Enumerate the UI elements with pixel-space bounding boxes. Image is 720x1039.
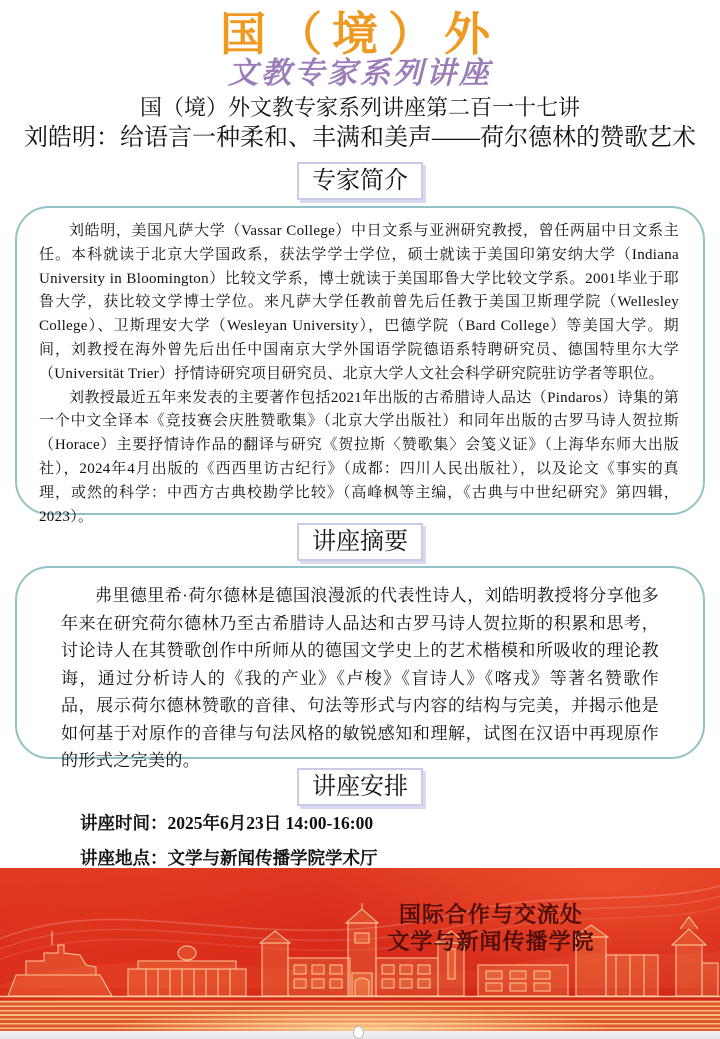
abstract-paragraph: 弗里德里希·荷尔德林是德国浪漫派的代表性诗人，刘皓明教授将分享他多年来在研究荷尔德林乃至古希腊诗人品达和古罗马诗人贺拉斯的积累和思考，讨论诗人在其赞歌创作中所师从的德国文学史上的艺术楷模和所吸收的理论教诲，通过分析诗人的《我的产业》《卢梭》《盲诗人》《喀戎》等著名赞歌作品，展示荷尔德林赞歌的音律、句法等形式与内容的结构与完美，并揭示他是如何基于对原作的音律与句法风格的敏锐感知和理解，试图在汉语中再现原作的形式之完美的。 xyxy=(61,586,659,770)
profile-box xyxy=(15,206,705,525)
bottom-bar xyxy=(0,1031,720,1039)
page-handle[interactable] xyxy=(353,1026,364,1039)
schedule-time-value: 2025年6月23日 14:00-16:00 xyxy=(167,813,374,833)
abstract-box xyxy=(15,566,705,770)
schedule-time-line xyxy=(80,812,373,834)
profile-paragraph-1: 刘皓明，美国凡萨大学（Vassar College）中日文系与亚洲研究教授，曾任两届中日文系主任。本科就读于北京大学国政系，获法学学士学位，硕士就读于美国印第安纳大学（Indiana University in Bloomington）比较文学系，博士就读于美国耶鲁大学比较文学系。2001毕业于耶鲁大学，获比较文学博士学位。来凡萨大学任教前曾先后任教于美国卫斯理学院（Wellesley College）、卫斯理安大学（Wesleyan University），巴德学院（Bard College）等美国大学。期间，刘教授在海外曾先后出任中国南京大学外国语学院德语系特聘研究员、德国特里尔大学（Universität Trier）抒情诗研究项目研究员、北京大学人文社会科学研究院驻访学者等职位。 xyxy=(39,223,679,382)
profile-paragraph-2: 刘教授最近五年来发表的主要著作包括2021年出版的古希腊诗人品达（Pindaros）诗集的第一个中文全译本《竞技赛会庆胜赞歌集》（北京大学出版社）和同年出版的古罗马诗人贺拉斯（Horace）主要抒情诗作品的翻译与研究《贺拉斯〈赞歌集〉会笺义证》（上海华东师大出版社），2024年4月出版的《西西里访古纪行》（成都：四川人民出版社），以及论文《事实的真理，或然的科学：中西方古典校勘学比较》（高峰枫等主编，《古典与中世纪研究》第四辑，2023）。 xyxy=(39,389,679,525)
logo-sub-text: 文教专家系列讲座 xyxy=(228,57,492,90)
series-logo xyxy=(0,10,720,90)
schedule-time-label: 讲座时间： xyxy=(80,813,168,833)
footer-banner xyxy=(0,868,720,1039)
schedule-place-label: 讲座地点： xyxy=(80,848,168,868)
schedule-place-line xyxy=(80,847,378,869)
section-header-schedule-label: 讲座安排 xyxy=(297,768,423,806)
series-title: 国（境）外文教专家系列讲座第二百一十七讲 xyxy=(139,95,580,120)
organizer-block xyxy=(368,901,614,955)
section-header-profile-label: 专家简介 xyxy=(297,162,423,200)
section-header-profile xyxy=(0,162,720,200)
section-header-abstract-label: 讲座摘要 xyxy=(297,523,423,561)
schedule-place-value: 文学与新闻传播学院学术厅 xyxy=(167,848,378,868)
lecture-title: 刘皓明：给语言一种柔和、丰满和美声——荷尔德林的赞歌艺术 xyxy=(24,125,696,151)
logo-main-text: 国（境）外 xyxy=(220,8,500,60)
organizer-line-2: 文学与新闻传播学院 xyxy=(387,929,595,954)
organizer-line-1: 国际合作与交流处 xyxy=(398,902,583,927)
